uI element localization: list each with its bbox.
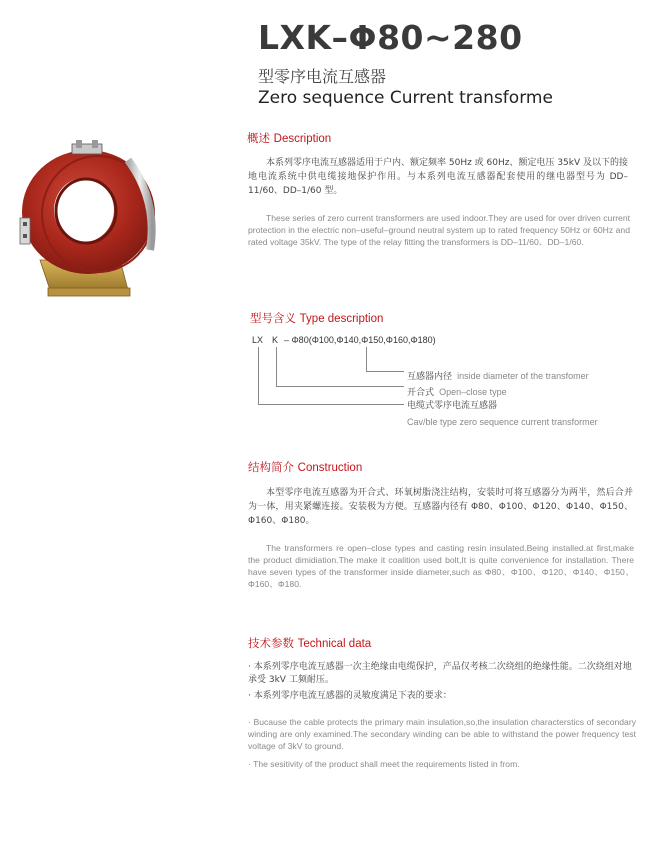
type-heading-cn: 型号含义 (250, 311, 296, 325)
product-title-cn: 型零序电流互感器 (258, 67, 387, 86)
description-text-cn: 本系列零序电流互感器适用于户内、额定频率 50Hz 或 60Hz、额定电压 35kV 及以下的接地电流系统中供电缆接地保护作用。与本系列电流互感器配套使用的继电器型号为 DD–11/60、DD–1/60 型。 (248, 158, 629, 196)
description-text-en: These series of zero current transformers are used indoor.They are used for over driven current protection in the electric non–useful–ground neutral system up to rated frequency 50Hz or 60Hz and rated voltage 35kV. The type of the relay fitting the transformers is DD–11/60、DD–1/60. (248, 213, 630, 247)
construction-text-en: The transformers re open–close types and casting resin insulated.Being installed.at first,make the product dimidiation.The make it coalition used bolt,It is quite convenience for installation. There have seven types of the transformer inside diameter,such as Φ80、Φ100、Φ120、Φ140、Φ150、Φ160、Φ180. (248, 543, 634, 589)
connector-line-open-h (276, 386, 404, 387)
construction-heading (248, 459, 362, 475)
construction-heading-cn: 结构简介 (248, 460, 294, 474)
type-code-k: K (272, 335, 279, 345)
connector-line-diameter-v (366, 347, 367, 371)
product-image (10, 140, 170, 310)
type-cable-label-cn: 电缆式零序电流互感器 (407, 401, 498, 411)
technical-bullet-2: · 本系列零序电流互感器的灵敏度满足下表的要求： (248, 691, 452, 701)
description-heading (247, 130, 331, 146)
product-title-en: Zero sequence Current transforme (258, 88, 553, 108)
technical-heading (248, 635, 371, 651)
type-diameter-label-cn: 互感器内径 (407, 372, 453, 382)
connector-line-cable-h (258, 404, 404, 405)
type-open-label-en: Open–close type (439, 387, 507, 397)
technical-bullet-1: · 本系列零序电流互感器一次主绝缘由电缆保护，产品仅考核二次绕组的绝缘性能。二次绕组对地承受 3kV 工频耐压。 (248, 662, 632, 685)
construction-text-cn: 本型零序电流互感器为开合式、环氧树脂浇注结构，安装时可将互感器分为两半，然后合并为一体，用夹紧螺连接。安装极为方便。互感器内径有 Φ80、Φ100、Φ120、Φ140、Φ150、Φ160、Φ180。 (248, 488, 633, 526)
technical-bullet-3: · Bucause the cable protects the primary main insulation,so,the insulation characterstics of secondary winding are only examined.The secondary winding can be able to withstand the power frequency test voltage of 3kV to ground. (248, 717, 636, 751)
type-cable-label-en: Cav/ble type zero sequence current transformer (407, 417, 598, 427)
description-heading-en: Description (273, 133, 332, 145)
technical-heading-cn: 技术参数 (248, 636, 294, 650)
type-open-row (407, 380, 507, 399)
type-heading-en: Type description (299, 313, 384, 325)
product-model-title: LXK–Φ80~280 (258, 18, 523, 57)
type-heading (250, 310, 383, 326)
type-open-label-cn: 开合式 (407, 388, 435, 398)
connector-line-diameter-h (366, 371, 404, 372)
connector-line-open-v (276, 347, 277, 386)
technical-heading-en: Technical data (297, 638, 372, 650)
type-code-lx: LX (252, 335, 264, 345)
connector-line-cable-v (258, 347, 259, 404)
technical-bullet-4: · The sesitivity of the product shall meet the requirements listed in from. (248, 759, 520, 769)
type-code-diameter: – Φ80(Φ100,Φ140,Φ150,Φ160,Φ180) (284, 335, 436, 345)
construction-heading-en: Construction (297, 462, 363, 474)
type-diameter-label-en: inside diameter of the transfomer (457, 371, 589, 381)
description-heading-cn: 概述 (247, 131, 270, 145)
